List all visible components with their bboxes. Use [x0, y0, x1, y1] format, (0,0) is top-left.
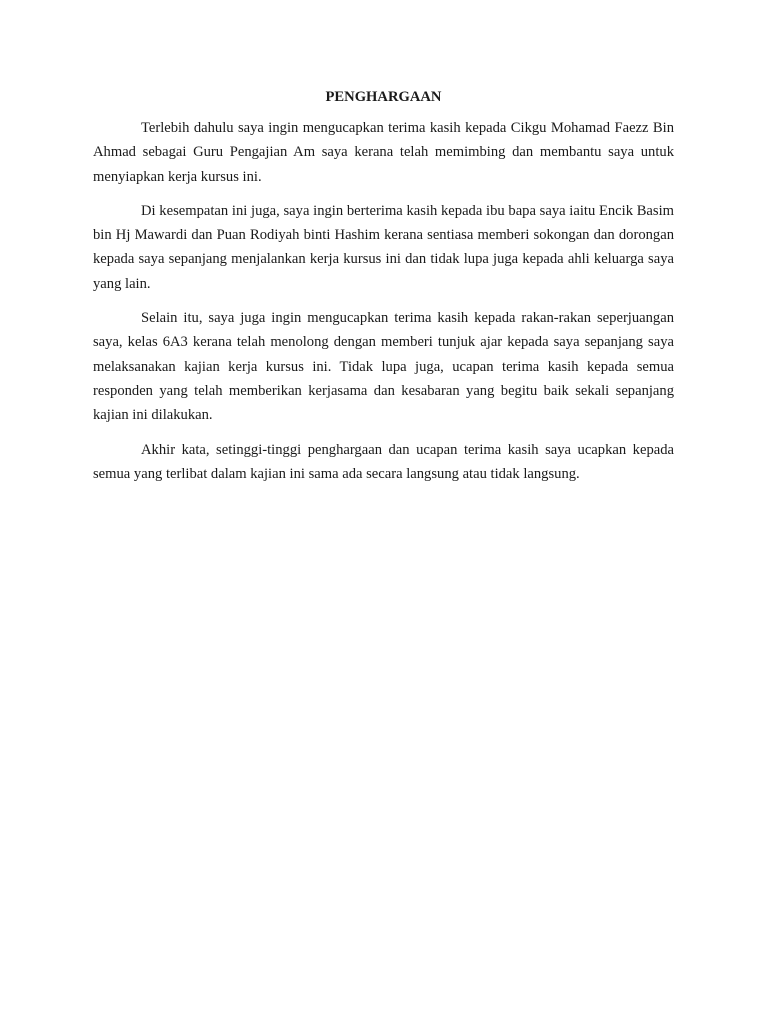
paragraph-3: Selain itu, saya juga ingin mengucapkan terima kasih kepada rakan-rakan seperjuangan saya, kelas 6A3 kerana telah menolong dengan memberi tunjuk ajar kepada saya sepanjang saya melaksanakan kajian kerja kursus ini. Tidak lupa juga, ucapan terima kasih kepada semua responden yang telah memberikan kerjasama dan kesabaran yang begitu baik sekali sepanjang kajian ini dilakukan.	[93, 310, 674, 424]
document-body	[93, 88, 674, 496]
paragraph-2: Di kesempatan ini juga, saya ingin berterima kasih kepada ibu bapa saya iaitu Encik Basim bin Hj Mawardi dan Puan Rodiyah binti Hashim kerana sentiasa memberi sokongan dan dorongan kepada saya sepanjang menjalankan kerja kursus ini dan tidak lupa juga kepada ahli keluarga saya yang lain.	[93, 202, 674, 292]
paragraph-1: Terlebih dahulu saya ingin mengucapkan terima kasih kepada Cikgu Mohamad Faezz Bin Ahmad sebagai Guru Pengajian Am saya kerana telah memimbing dan membantu saya untuk menyiapkan kerja kursus ini.	[93, 120, 674, 185]
page-title: PENGHARGAAN	[325, 89, 442, 105]
paragraph-4: Akhir kata, setinggi-tinggi penghargaan dan ucapan terima kasih saya ucapkan kepada semua yang terlibat dalam kajian ini sama ada secara langsung atau tidak langsung.	[93, 441, 674, 482]
